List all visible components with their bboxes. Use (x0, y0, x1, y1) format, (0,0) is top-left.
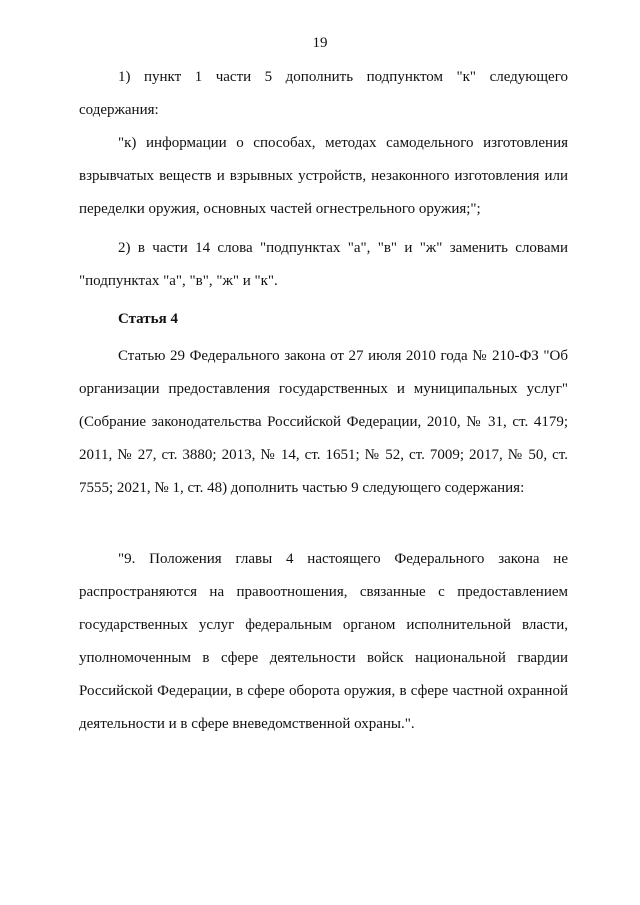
paragraph-subitem-k (79, 127, 568, 226)
paragraph-part-9 (79, 543, 568, 741)
paragraph-text: 2) в части 14 слова "подпунктах "а", "в" и "ж" заменить словами "подпунктах "а", "в", "ж" и "к". (79, 240, 568, 289)
paragraph-text: 1) пункт 1 части 5 дополнить подпунктом "к" следующего содержания: (79, 69, 568, 118)
article-heading: Статья 4 (118, 311, 178, 327)
paragraph-article-4 (79, 340, 568, 505)
page-number: 19 (312, 35, 328, 51)
paragraph-text: "к) информации о способах, методах самодельного изготовления взрывчатых веществ и взрывных устройств, незаконного изготовления или переделки оружия, основных частей огнестрельного оружия;"; (79, 135, 568, 217)
paragraph-text: Статью 29 Федерального закона от 27 июля 2010 года № 210-ФЗ "Об организации предоставления государственных и муниципальных услуг" (Собрание законодательства Российской Федерации, 2010, № 31, ст. 4179; 2011, № 27, ст. 3880; 2013, № 14, ст. 1651; № 52, ст. 7009; 2017, № 50, ст. 7555; 2021, № 1, ст. 48) дополнить частью 9 следующего содержания: (79, 348, 568, 496)
paragraph-amendment-2 (79, 232, 568, 298)
paragraph-text: "9. Положения главы 4 настоящего Федерального закона не распространяются на правоотношения, связанные с предоставлением государственных услуг федеральным органом исполнительной власти, уполномоченным в сфере деятельности войск национальной гвардии Российской Федерации, в сфере оборота оружия, в сфере частной охранной деятельности и в сфере вневедомственной охраны.". (79, 551, 568, 732)
paragraph-amendment-1 (79, 61, 568, 127)
